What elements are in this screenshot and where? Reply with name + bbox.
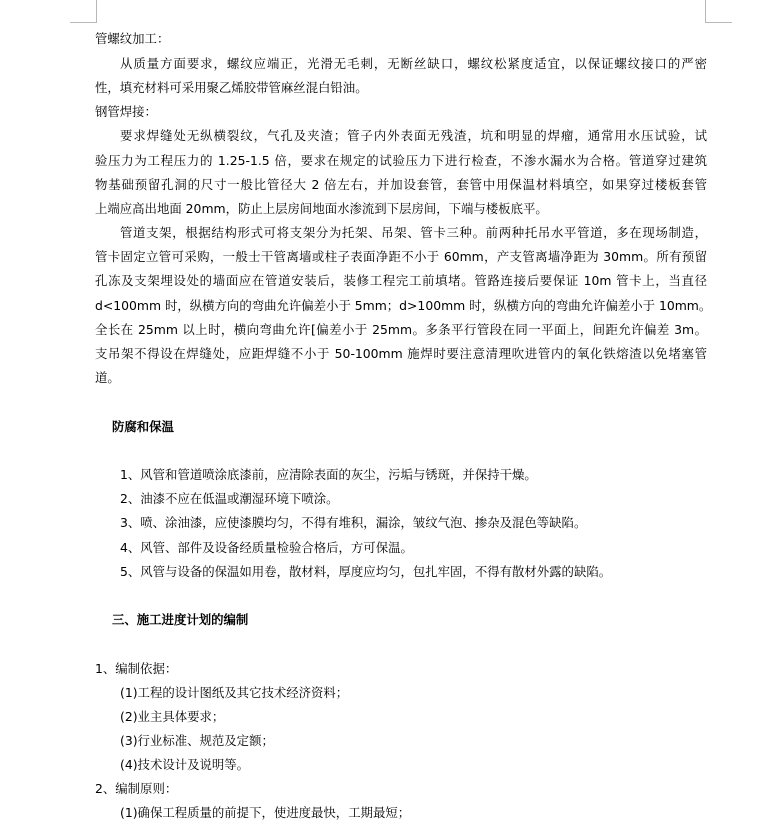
list-item: (2)业主具体要求； (120, 709, 225, 724)
subsection-title-basis: 1、编制依据： (95, 661, 178, 676)
paragraph-line: 上端应高出地面 20mm，防止上层房间地面水渗流到下层房间，下端与楼板底平。 (95, 201, 548, 216)
list-item: 2、油漆不应在低温或潮湿环境下喷涂。 (120, 491, 339, 506)
paragraph-line: 孔冻及支架埋设处的墙面应在管道安装后，装修工程完工前填堵。管路连接后要保证 10m 管卡上，当直径 (95, 273, 707, 288)
paragraph-line: 要求焊缝处无纵横裂纹，气孔及夹渣；管子内外表面无残渣，坑和明显的焊瘤，通常用水压试验，试 (120, 128, 707, 143)
list-item: 5、风管与设备的保温如用卷，散材料，厚度应均匀，包扎牢固，不得有散材外露的缺陷。 (120, 564, 612, 579)
list-item: 4、风管、部件及设备经质量检验合格后，方可保温。 (120, 540, 413, 555)
paragraph-line: 管道支架，根据结构形式可将支架分为托架、吊架、管卡三种。前两种托吊水平管道，多在现场制造， (120, 225, 707, 240)
heading-anticorrosion: 防腐和保温 (112, 419, 174, 434)
paragraph-line: d<100mm 时，纵横方向的弯曲允许偏差小于 5mm；d>100mm 时，纵横方向的弯曲允许偏差小于 10mm。 (95, 298, 712, 313)
paragraph-line: 从质量方面要求，螺纹应端正，光滑无毛刺，无断丝缺口，螺纹松紧度适宜，以保证螺纹接口的严密 (120, 56, 707, 71)
paragraph-line: 验压力为工程压力的 1.25-1.5 倍，要求在规定的试验压力下进行检查，不渗水漏水为合格。管道穿过建筑 (95, 153, 707, 168)
list-item: 1、风管和管道喷涂底漆前，应清除表面的灰尘，污垢与锈斑，并保持干燥。 (120, 467, 537, 482)
paragraph-line: 物基础预留孔洞的尺寸一般比管径大 2 倍左右，并加设套管，套管中用保温材料填空，如果穿过楼板套管 (95, 177, 707, 192)
list-item: (1)确保工程质量的前提下，使进度最快，工期最短； (120, 805, 411, 820)
list-item: (1)工程的设计图纸及其它技术经济资料； (120, 685, 349, 700)
list-item: (3)行业标准、规范及定额； (120, 733, 274, 748)
section-title-pipe-thread: 管螺纹加工： (95, 31, 170, 46)
section-title-welding: 钢管焊接： (95, 104, 157, 119)
paragraph-line: 管卡固定立管可采购，一般士干管离墙或柱子表面净距不小于 60mm，产支管离墙净距为 30mm。所有预留 (95, 249, 707, 264)
list-item: 3、喷、涂油漆，应使漆膜均匀，不得有堆积，漏涂，皱纹气泡、掺杂及混色等缺陷。 (120, 515, 587, 530)
subsection-title-principle: 2、编制原则： (95, 781, 178, 796)
paragraph-line: 性，填充材料可采用聚乙烯胶带管麻丝混白铅油。 (95, 80, 368, 95)
heading-schedule: 三、施工进度计划的编制 (112, 612, 249, 627)
page-corner-mark-right (705, 0, 732, 23)
paragraph-line: 全长在 25mm 以上时，横向弯曲允许[偏差小于 25mm。多条平行管段在同一平面上，间距允许偏差 3m。 (95, 322, 707, 337)
list-item: (4)技术设计及说明等。 (120, 757, 250, 772)
paragraph-line: 支吊架不得设在焊缝处，应距焊缝不小于 50-100mm 施焊时要注意清理吹进管内的氧化铁熔渣以免堵塞管 (95, 346, 707, 361)
paragraph-line: 道。 (95, 370, 120, 385)
page-corner-mark-left (70, 0, 97, 23)
